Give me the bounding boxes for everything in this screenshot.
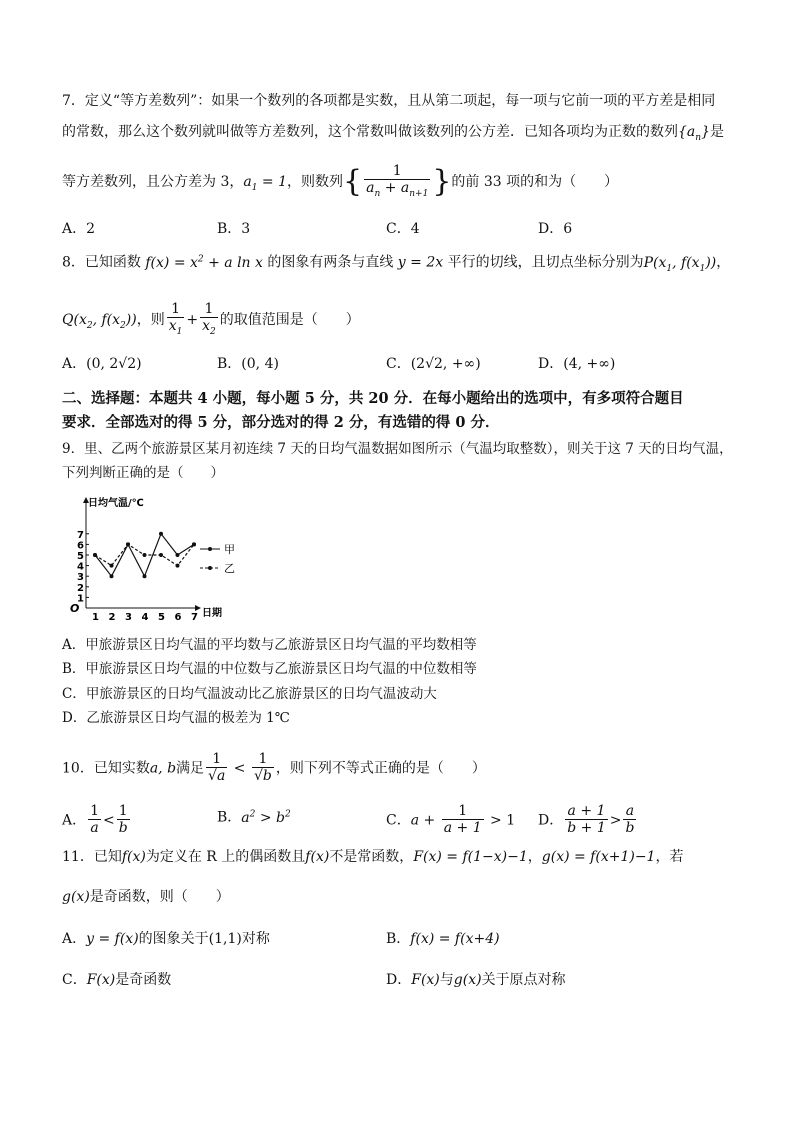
q7-a1-formula: $a_1 = 1$ bbox=[243, 174, 287, 193]
q9-line1: 9．里、乙两个旅游景区某月初连续 7 天的日均气温数据如图所示（气温均取整数），则关于这 7 天的日均气温， bbox=[62, 441, 733, 457]
q7-option-a: A．2 bbox=[62, 221, 96, 237]
q8-line-formula: y = 2x bbox=[393, 254, 448, 271]
q8-line2-tail: 的取值范围是（ ） bbox=[219, 312, 360, 329]
q8-function-formula: $f(x) = x^2 + a$ ln x bbox=[140, 254, 268, 271]
q11-line1-tail: ，若 bbox=[655, 849, 684, 865]
q11-g-formula: g(x) = f(x+1)−1 bbox=[541, 849, 656, 865]
q11-option-d: D．F(x)与g(x)关于原点对称 bbox=[386, 972, 566, 988]
x-tick-label-1: 1 bbox=[92, 612, 99, 622]
q9-temperature-chart bbox=[60, 494, 240, 622]
y-tick-label-1: 1 bbox=[77, 593, 84, 605]
y-axis-label: 日均气温/℃ bbox=[88, 498, 144, 509]
series-1-point-7 bbox=[192, 542, 196, 546]
y-tick-label-5: 5 bbox=[77, 551, 84, 562]
q8-point-p: $P(x_1$, $f(x_1)$) bbox=[643, 254, 717, 274]
series-0-point-5 bbox=[159, 532, 163, 536]
q8-line2-text: ，则 bbox=[136, 312, 165, 329]
q10-line1: 10．已知实数a, b满足 $\frac{1}{√a}$ < $\frac{1}{√b}$ ，则下列不等式正确的是（ ） bbox=[62, 751, 486, 785]
series-0-point-4 bbox=[143, 574, 147, 578]
q7-sequence-symbol: $\{a_n\}$ bbox=[678, 124, 710, 143]
q9-option-d: D．乙旅游景区日均气温的极差为 1℃ bbox=[62, 710, 290, 726]
section2-line2: 要求．全部选对的得 5 分，部分选对的得 2 分，有选错的得 0 分． bbox=[62, 414, 500, 431]
x-tick-label-4: 4 bbox=[141, 612, 149, 622]
q11-F-formula: F(x) = f(1−x)−1 bbox=[413, 849, 528, 865]
q8-line2: $Q(x_2$, $f(x_2)$)，则 $\frac{1}{x_1}$ + $\frac{1}{x_2}$ 的取值范围是（ ） bbox=[62, 301, 360, 338]
q7-brace-left: { bbox=[343, 164, 363, 200]
q10-variables: a, b bbox=[149, 760, 177, 777]
q10-line1-mid: 满足 bbox=[176, 760, 205, 777]
q8-option-d: D．(4, +∞) bbox=[538, 356, 616, 372]
q11-line1-mid: 为定义在 R 上的偶函数且 bbox=[145, 849, 306, 865]
q8-fraction-1: $\frac{1}{x_1}$ bbox=[168, 301, 183, 338]
q7-fraction: $\frac{1}{a_n + a_{n+1}}$ bbox=[366, 163, 429, 200]
q7-option-c: C．4 bbox=[386, 221, 420, 237]
q9-option-a: A．甲旅游景区日均气温的平均数与乙旅游景区日均气温的平均数相等 bbox=[62, 637, 477, 653]
q7-brace-right: } bbox=[432, 164, 452, 200]
x-tick-label-7: 7 bbox=[191, 612, 198, 622]
q11-fx: f(x) bbox=[121, 849, 146, 865]
series-1-point-3 bbox=[126, 542, 130, 546]
legend-label-jia: 甲 bbox=[224, 543, 235, 556]
q10-line1-text: 10．已知实数 bbox=[62, 760, 150, 777]
q8-option-c: C．(2√2, +∞) bbox=[386, 356, 481, 372]
q7-line2-tail: 是 bbox=[709, 124, 724, 140]
q7-option-d: D．6 bbox=[538, 221, 573, 237]
x-axis-label: 日期 bbox=[202, 608, 222, 619]
q11-line1: 11．已知f(x)为定义在 R 上的偶函数且f(x)不是常函数，F(x) = f(1−x)−1，g(x) = f(x+1)−1，若 bbox=[62, 849, 684, 865]
section2-line1: 二、选择题：本题共 4 小题，每小题 5 分，共 20 分．在每小题给出的选项中，有多项符合题目 bbox=[62, 390, 684, 407]
q10-option-d: D． $\frac{a + 1}{b + 1}$ > $\frac{a}{b}$ bbox=[538, 803, 635, 837]
legend-marker-yi bbox=[208, 566, 212, 570]
y-tick-label-6: 6 bbox=[77, 540, 84, 552]
legend-label-yi: 乙 bbox=[224, 562, 235, 575]
q10-option-b: B．$a^2 > b^2$ bbox=[217, 809, 291, 826]
y-tick-label-3: 3 bbox=[77, 572, 84, 584]
q11-line1-text: 11．已知 bbox=[62, 849, 122, 865]
q8-line1-mid2: 平行的切线，且切点坐标分别为 bbox=[447, 254, 644, 271]
q8-line1: 8．已知函数 $f(x) = x^2 + a$ ln x 的图象有两条与直线 y = 2x 平行的切线，且切点坐标分别为$P(x_1$, $f(x_1)$)， bbox=[62, 254, 731, 274]
q9-line2: 下列判断正确的是（ ） bbox=[62, 465, 224, 481]
q7-line1: 7．定义“等方差数列”：如果一个数列的各项都是实数，且从第二项起，每一项与它前一项的平方差是相同 bbox=[62, 93, 716, 109]
q7-line3-mid: ，则数列 bbox=[287, 174, 343, 191]
q11-line2-text: 是奇函数，则（ ） bbox=[89, 889, 230, 905]
q11-line1-mid2: 不是常函数， bbox=[329, 849, 414, 865]
y-tick-label-2: 2 bbox=[77, 582, 84, 594]
q8-line1-text: 8．已知函数 bbox=[62, 254, 141, 271]
q7-line3 bbox=[62, 164, 618, 200]
q11-fx-2: f(x) bbox=[305, 849, 330, 865]
q11-line2 bbox=[62, 890, 230, 904]
series-0-point-6 bbox=[176, 553, 180, 557]
series-0-point-2 bbox=[110, 574, 114, 578]
q7-line2-text: 的常数，那么这个数列就叫做等方差数列，这个常数叫做该数列的公方差．已知各项均为正数的数列 bbox=[62, 124, 678, 140]
y-tick-label-7: 7 bbox=[77, 529, 84, 541]
series-1-point-5 bbox=[159, 553, 163, 557]
q7-line2 bbox=[62, 125, 724, 143]
q10-fraction-right: $\frac{1}{√b}$ bbox=[253, 751, 272, 785]
q11-option-a: A．y = f(x)的图象关于(1,1)对称 bbox=[62, 931, 270, 947]
q9-option-c: C．甲旅游景区的日均气温波动比乙旅游景区的日均气温波动大 bbox=[62, 686, 437, 702]
q8-fraction-2: $\frac{1}{x_2}$ bbox=[202, 301, 216, 338]
q8-option-b: B．(0, 4) bbox=[217, 356, 279, 372]
y-tick-label-4: 4 bbox=[77, 561, 84, 573]
x-tick-label-2: 2 bbox=[108, 612, 116, 622]
q10-line1-tail: ，则下列不等式正确的是（ ） bbox=[275, 760, 486, 777]
x-tick-label-6: 6 bbox=[174, 612, 182, 622]
q8-line1-mid: 的图象有两条与直线 bbox=[267, 254, 394, 271]
q11-gx: g(x) bbox=[62, 889, 90, 905]
series-1-point-1 bbox=[93, 553, 97, 557]
q7-line3-tail: 的前 33 项的和为（ ） bbox=[451, 174, 619, 191]
q10-fraction-left: $\frac{1}{√a}$ bbox=[208, 751, 226, 785]
series-1-point-2 bbox=[110, 564, 114, 568]
q7-line3-text: 等方差数列，且公方差为 3， bbox=[62, 174, 244, 191]
q8-option-a: A．(0, 2√2) bbox=[62, 356, 142, 372]
legend-marker-jia bbox=[208, 547, 212, 551]
q8-point-q: $Q(x_2$, $f(x_2)$) bbox=[62, 312, 137, 331]
q10-option-c: C．a + $\frac{1}{a + 1}$ > 1 bbox=[386, 803, 516, 837]
x-tick-label-5: 5 bbox=[158, 612, 165, 622]
q7-option-b: B．3 bbox=[217, 221, 251, 237]
origin-label: O bbox=[70, 602, 80, 615]
q11-option-c: C．F(x)是奇函数 bbox=[62, 972, 172, 988]
x-tick-label-3: 3 bbox=[125, 612, 132, 622]
q9-option-b: B．甲旅游景区日均气温的中位数与乙旅游景区日均气温的中位数相等 bbox=[62, 661, 477, 677]
series-1-point-6 bbox=[176, 564, 180, 568]
series-1-point-4 bbox=[143, 553, 147, 557]
q11-option-b: B．f(x) = f(x+4) bbox=[386, 931, 500, 947]
q10-option-a: A． $\frac{1}{a}$ < $\frac{1}{b}$ bbox=[62, 803, 128, 837]
